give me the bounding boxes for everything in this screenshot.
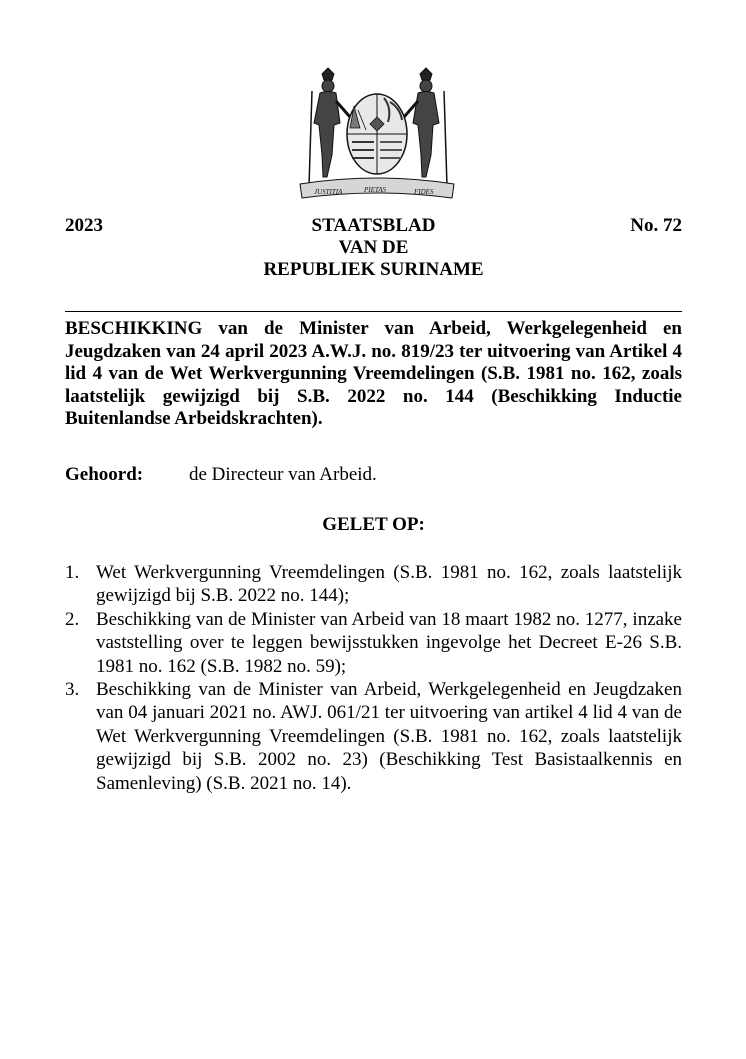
coat-of-arms-seal (292, 66, 462, 206)
list-item-number: 1. (65, 562, 80, 583)
gelet-op-heading: GELET OP: (322, 514, 425, 535)
shield (347, 94, 407, 174)
motto-left: JUSTITIA (314, 188, 343, 196)
list-item-text: Wet Werkvergunning Vreemdelingen (S.B. 1981 no. 162, zoals laatstelijk gewijzigd bij S.B. 2022 no. 144); (96, 562, 682, 607)
left-supporter-figure (309, 68, 350, 186)
gehoord-text: de Directeur van Arbeid. (189, 464, 377, 485)
publication-number: No. 72 (630, 215, 682, 236)
gehoord-line (65, 464, 682, 486)
right-supporter-figure (404, 68, 447, 186)
list-item-number: 3. (65, 679, 80, 701)
list-item-text: Beschikking van de Minister van Arbeid, Werkgelegenheid en Jeugdzaken van 04 januari 2021 no. AWJ. 061/21 ter uitvoering van artikel 4 lid 4 van de Wet Werkvergunning Vreemdelingen (S.B. 1981 no. 162, zoals laatstelijk gewijzigd bij S.B. 2002 no. 23) (Beschikking Test Basistaalkennis en Samenleving) (S.B. 2021 no. 14). (96, 679, 682, 794)
header-title-line2: VAN DE (338, 237, 409, 258)
header-title (65, 215, 682, 281)
header-title-line1: STAATSBLAD (311, 215, 436, 236)
decree-title: BESCHIKKING van de Minister van Arbeid, Werkgelegenheid en Jeugdzaken van 24 april 2023 A.W.J. no. 819/23 ter uitvoering van Artikel 4 lid 4 van de Wet Werkvergunning Vreemdelingen (S.B. 1981 no. 162, zoals laatstelijk gewijzigd bij S.B. 2022 no. 144 (Beschikking Inductie Buitenlandse Arbeidskrachten). (65, 318, 682, 430)
list-item (65, 678, 682, 795)
year: 2023 (65, 215, 103, 236)
header-divider (65, 311, 682, 312)
considerations-list (65, 561, 682, 795)
gehoord-label: Gehoord: (65, 464, 144, 485)
header-title-line3: REPUBLIEK SURINAME (263, 259, 484, 280)
motto-right: FIDES (414, 188, 434, 196)
list-item-number: 2. (65, 608, 80, 630)
list-item (65, 608, 682, 678)
list-item (65, 561, 682, 608)
motto-center: PIETAS (364, 186, 387, 194)
list-item-text: Beschikking van de Minister van Arbeid van 18 maart 1982 no. 1277, inzake vaststelling over te leggen bewijsstukken ingevolge het Decreet E-26 S.B. 1981 no. 162 (S.B. 1982 no. 59); (96, 608, 682, 677)
